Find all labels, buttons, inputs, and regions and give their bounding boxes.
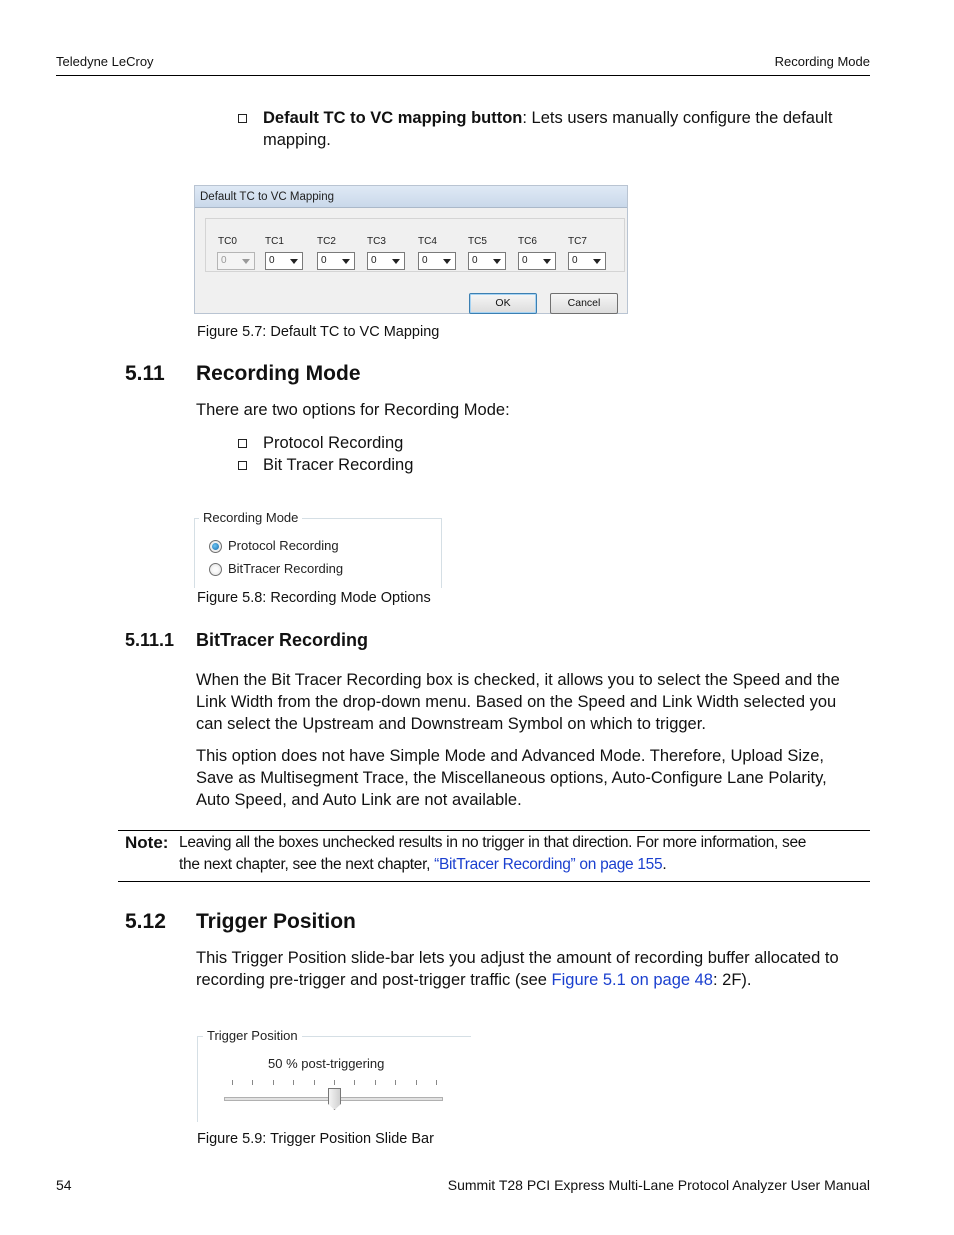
figure-5-1-link[interactable]: Figure 5.1 on page 48	[551, 971, 713, 989]
paragraph-line: This option does not have Simple Mode and Advanced Mode. Therefore, Upload Size,	[196, 747, 824, 765]
note-rule-bottom	[118, 881, 870, 882]
slider-tick	[416, 1080, 417, 1085]
paragraph-text: : 2F).	[713, 971, 752, 989]
section-number: 5.12	[125, 910, 166, 933]
slider-tick	[354, 1080, 355, 1085]
tc0-select	[217, 252, 255, 270]
recording-mode-group	[194, 518, 442, 588]
paragraph-text: recording pre-trigger and post-trigger traffic (see	[196, 971, 552, 989]
paragraph-line: Auto Speed, and Auto Link are not available.	[196, 791, 522, 809]
tc7-select[interactable]	[568, 252, 606, 270]
bullet-icon	[238, 114, 247, 123]
chevron-down-icon	[443, 259, 451, 264]
note-line-1: Leaving all the boxes unchecked results in no trigger in that direction. For more information, see	[179, 834, 807, 851]
group-title: Recording Mode	[199, 510, 302, 525]
header-rule	[56, 75, 870, 76]
manual-title: Summit T28 PCI Express Multi-Lane Protocol Analyzer User Manual	[447, 1177, 870, 1193]
note-text: the next chapter, see the next chapter,	[179, 856, 435, 873]
section-title: Recording Mode	[196, 362, 361, 385]
header-right: Recording Mode	[774, 54, 870, 69]
slider-tick	[293, 1080, 294, 1085]
slider-tick	[252, 1080, 253, 1085]
note-text: .	[662, 856, 667, 873]
tc-select-value: 0	[269, 255, 275, 266]
slider-tick	[314, 1080, 315, 1085]
paragraph-line	[196, 969, 886, 991]
intro-bullet-text: : Lets users manually configure the default mapping.	[263, 109, 833, 149]
slider-tick	[375, 1080, 376, 1085]
paragraph	[196, 669, 876, 735]
chevron-down-icon	[242, 259, 250, 264]
figure-caption: Figure 5.9: Trigger Position Slide Bar	[197, 1131, 434, 1147]
slider-tick	[232, 1080, 233, 1085]
slider-tick	[273, 1080, 274, 1085]
section-number: 5.11	[125, 362, 165, 385]
slider-tick	[436, 1080, 437, 1085]
group-title: Trigger Position	[203, 1028, 302, 1043]
bittracer-recording-link[interactable]: “BitTracer Recording” on page 155	[434, 856, 663, 873]
page-number: 54	[56, 1177, 72, 1193]
figure-caption: Figure 5.7: Default TC to VC Mapping	[197, 324, 440, 340]
option-item: Protocol Recording	[263, 434, 404, 452]
paragraph	[196, 947, 886, 991]
section-title: Trigger Position	[196, 910, 356, 933]
tc-label: TC0	[218, 236, 237, 247]
tc6-select[interactable]	[518, 252, 556, 270]
tc-select-value: 0	[572, 255, 578, 266]
chevron-down-icon	[392, 259, 400, 264]
tc-label: TC5	[468, 236, 487, 247]
tc-label: TC6	[518, 236, 537, 247]
tc-vc-mapping-dialog	[194, 185, 628, 314]
tc-select-value: 0	[371, 255, 377, 266]
note-line-2	[179, 856, 666, 874]
cancel-button[interactable]: Cancel	[550, 293, 618, 314]
radio-label: BitTracer Recording	[228, 561, 344, 576]
chevron-down-icon	[342, 259, 350, 264]
chevron-down-icon	[493, 259, 501, 264]
tc-label: TC7	[568, 236, 587, 247]
tc2-select[interactable]	[317, 252, 355, 270]
section-intro: There are two options for Recording Mode:	[196, 401, 510, 419]
chevron-down-icon	[593, 259, 601, 264]
paragraph-line: Link Width from the drop-down menu. Based on the Speed and Link Width selected you	[196, 693, 837, 711]
tc3-select[interactable]	[367, 252, 405, 270]
figure-caption: Figure 5.8: Recording Mode Options	[197, 590, 431, 606]
paragraph-line: can select the Upstream and Downstream Symbol on which to trigger.	[196, 715, 706, 733]
tc-select-value: 0	[522, 255, 528, 266]
dialog-title: Default TC to VC Mapping	[195, 186, 627, 208]
ok-button[interactable]: OK	[469, 293, 537, 314]
tc-select-value: 0	[472, 255, 478, 266]
chevron-down-icon	[543, 259, 551, 264]
header-left: Teledyne LeCroy	[56, 54, 154, 69]
note-label: Note:	[125, 833, 169, 852]
bittracer-recording-radio[interactable]	[209, 563, 222, 576]
subsection-number: 5.11.1	[125, 630, 175, 650]
tc-label: TC4	[418, 236, 437, 247]
tc-select-value: 0	[321, 255, 327, 266]
subsection-title: BitTracer Recording	[196, 630, 369, 650]
paragraph-line: Save as Multisegment Trace, the Miscellaneous options, Auto-Configure Lane Polarity,	[196, 769, 827, 787]
slider-tick	[334, 1080, 335, 1085]
tc5-select[interactable]	[468, 252, 506, 270]
tc-select-value: 0	[422, 255, 428, 266]
intro-bullet-bold: Default TC to VC mapping button	[263, 109, 523, 127]
tc-label: TC1	[265, 236, 284, 247]
chevron-down-icon	[290, 259, 298, 264]
tc-label: TC2	[317, 236, 336, 247]
tc1-select[interactable]	[265, 252, 303, 270]
slider-tick	[395, 1080, 396, 1085]
protocol-recording-radio[interactable]	[209, 540, 222, 553]
tc-select-value: 0	[221, 255, 227, 266]
option-item: Bit Tracer Recording	[263, 456, 414, 474]
intro-bullet	[263, 107, 863, 151]
tc-label: TC3	[367, 236, 386, 247]
radio-label: Protocol Recording	[228, 538, 339, 553]
paragraph	[196, 745, 876, 811]
slider-value-text: 50 % post-triggering	[268, 1056, 385, 1071]
bullet-icon	[238, 439, 247, 448]
paragraph-line: This Trigger Position slide-bar lets you adjust the amount of recording buffer allocated to	[196, 949, 839, 967]
note-rule-top	[118, 830, 870, 831]
paragraph-line: When the Bit Tracer Recording box is checked, it allows you to select the Speed and the	[196, 671, 840, 689]
tc4-select[interactable]	[418, 252, 456, 270]
bullet-icon	[238, 461, 247, 470]
